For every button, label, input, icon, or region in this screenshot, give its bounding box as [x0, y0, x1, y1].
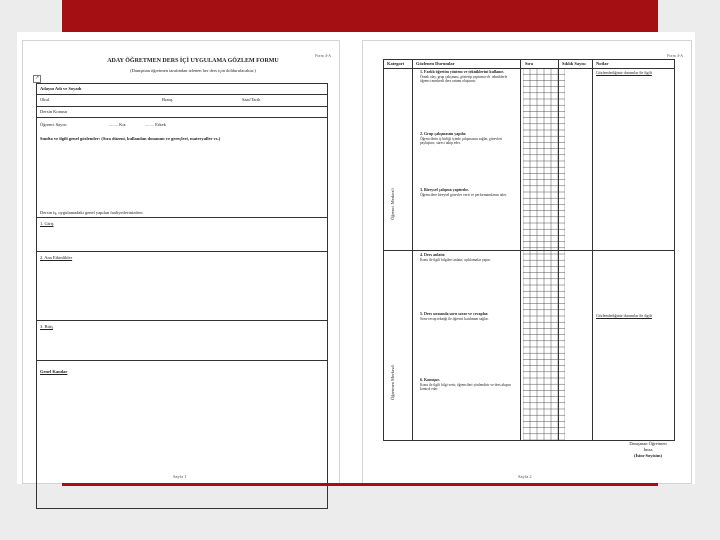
col-notes: Notlar [596, 61, 609, 66]
category-teacher-centered: Öğretmen Merkezli [390, 364, 395, 400]
form-subtitle: (Danışman öğretmen tarafından izlenen her ders için doldurulacaktır.) [130, 68, 256, 73]
score-grid [523, 68, 565, 440]
student-count-label: Öğrenci Sayısı [40, 122, 67, 127]
lesson-plan-label: Dersin iş, uygulamadaki genel yapılan faaliyetlerinizden: [40, 210, 143, 215]
col-observation: Gözlenen Durumlar [416, 61, 455, 66]
girls-count: ........ Kız [109, 122, 126, 127]
section-intro: 1. Giriş [40, 221, 54, 226]
school-label: Okul [40, 97, 49, 102]
notes-line-1: Gözlemlediğiniz durumlar ile ilgili [596, 70, 652, 75]
general-remarks: Genel Kanılar [40, 369, 68, 374]
branch-label: Branş [162, 97, 173, 102]
slide-top-bar [62, 0, 658, 32]
section-end: 3. Bitiş [40, 324, 54, 329]
notes-line-2: Gözlemlediğiniz durumlar ile ilgili [596, 313, 652, 318]
slide-bottom-line [62, 483, 658, 486]
page-number-1: Sayfa 1 [173, 474, 187, 479]
col-frequency: Sıklık Sayısı [562, 61, 586, 66]
lesson-topic-label: Dersin Konusu [40, 109, 68, 114]
col-score: Sıra [525, 61, 534, 66]
observation-item: 3. Bireysel çalışma yaptırılır. Öğrencilere bireysel görevler verir ve performanslarını izler. [420, 187, 507, 197]
form-title: ADAY ÖĞRETMEN DERS İÇİ UYGULAMA GÖZLEM FORMU [107, 58, 279, 64]
form-code: Form 4-A [315, 53, 331, 58]
observation-table [383, 59, 675, 441]
form-code-2: Form 4-A [667, 53, 683, 58]
category-student-centered: Öğrenci Merkezli [390, 188, 395, 220]
section-main: 2. Ana Etkinlikler [40, 255, 73, 260]
observation-item: 1. Farklı öğretim yöntem ve tekniklerini kullanır. Örnek olay, grup çalışması, gösterip yaptırma vb. tekniklerle öğrenci merkezli ders ortamı oluşturur. [420, 69, 508, 84]
boys-count: ........ Erkek [145, 122, 166, 127]
date-label: Saat/Tarih [242, 97, 261, 102]
signature-block: Danışman Öğretmen İmza (İsim-Soyisim) [629, 441, 667, 458]
observation-item: 5. Ders sırasında soru sorar ve cevaplar. Soru-cevap tekniği ile öğrenci katılımını sağlar. [420, 311, 489, 321]
page-number-2: Sayfa 2 [518, 474, 532, 479]
observation-item: 2. Grup çalışmasını yapılır. Öğrencilerin iş birliği içinde çalışmasını sağlar, görevleri paylaştırır, süreci takip eder. [420, 131, 502, 146]
col-category: Kategori [387, 61, 404, 66]
candidate-name-label: Adayın Adı ve Soyadı [40, 86, 82, 91]
form-page-2 [362, 40, 692, 484]
expand-icon[interactable]: ↗ [34, 76, 40, 81]
form-page-1 [22, 40, 340, 484]
observation-item: 6. Konuşur. Konu ile ilgili bilgi verir, öğrencileri yönlendirir ve ders akışını kontrol eder. [420, 377, 512, 392]
observation-item: 4. Ders anlatır. Konu ile ilgili bilgileri anlatır, açıklamalar yapar. [420, 252, 491, 262]
form-box-1 [36, 83, 328, 509]
class-description: Sınıfta ve ilgili genel gözlemler: (Sıra düzeni, kullanılan donanım ve gereçleri, materyaller vs.) [40, 136, 221, 141]
